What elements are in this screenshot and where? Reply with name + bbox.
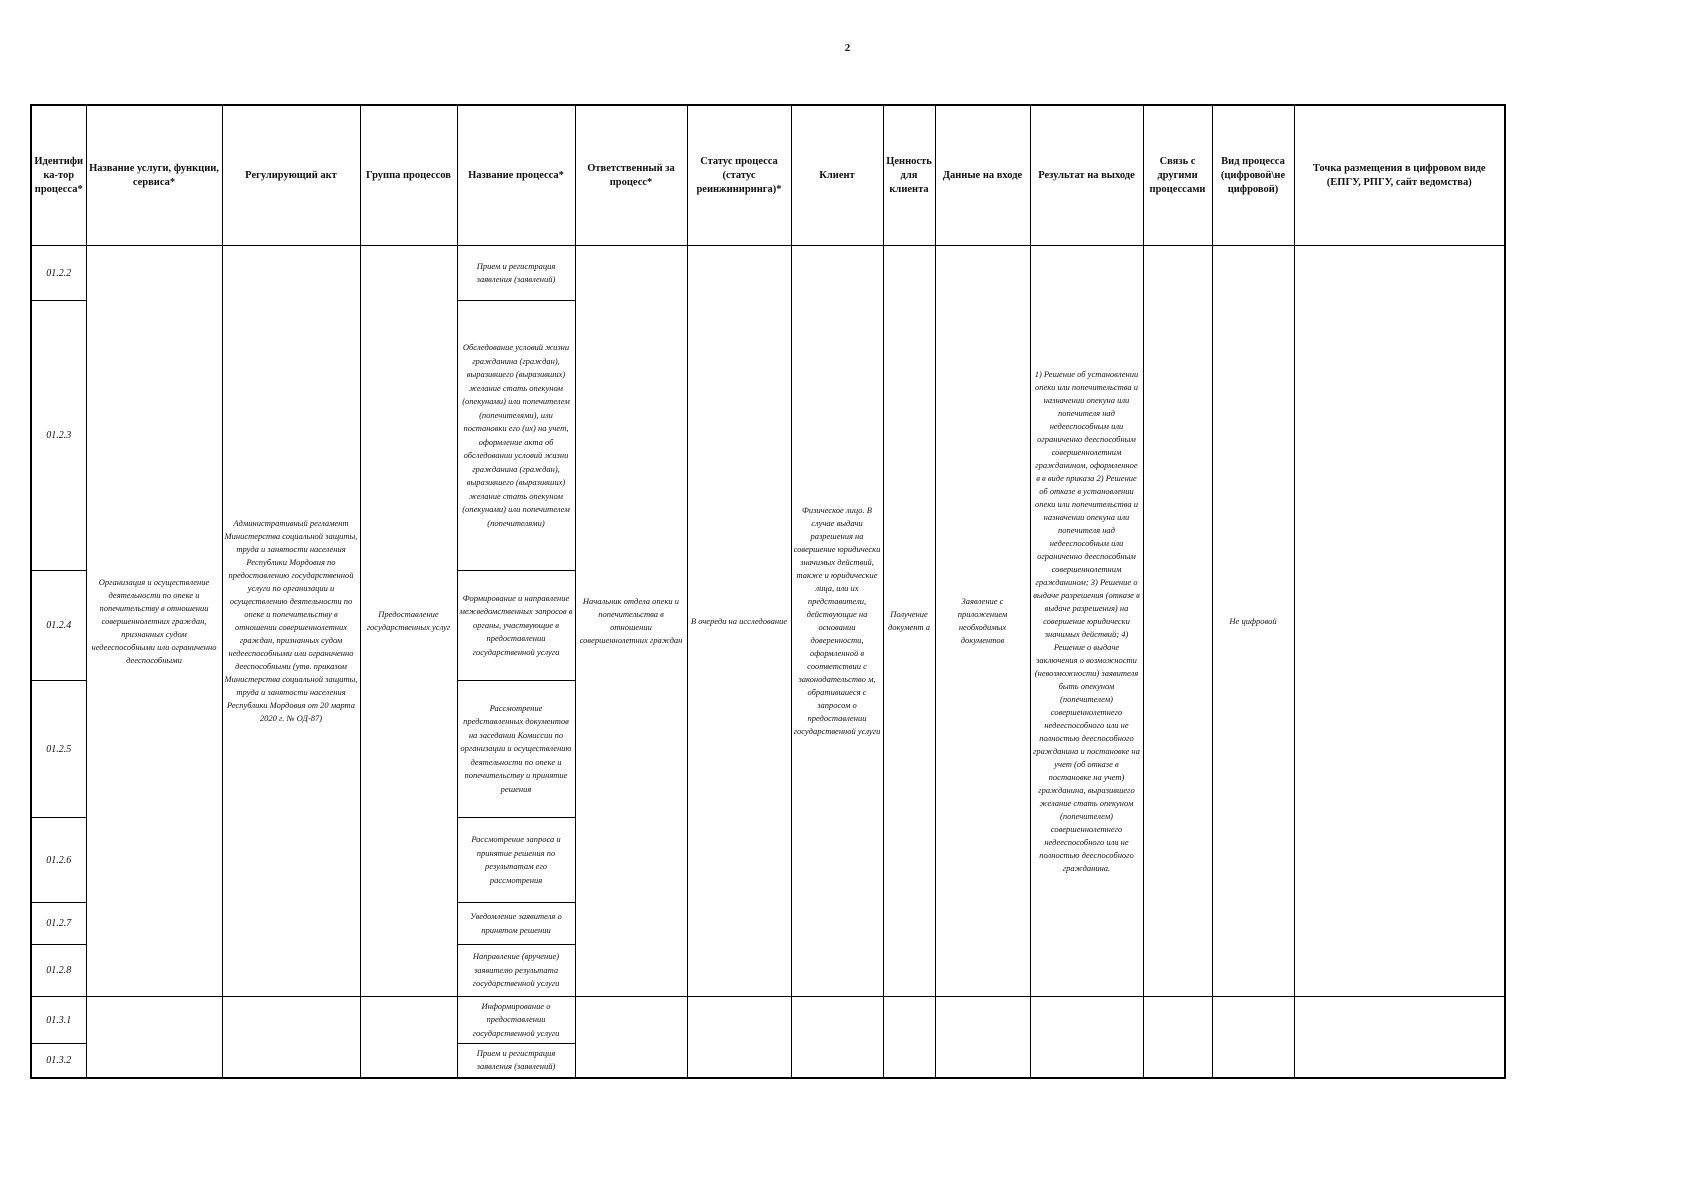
placement-point <box>1294 246 1505 997</box>
header-group: Группа процессов <box>360 105 457 246</box>
process-name-cell <box>457 818 575 903</box>
client: Физическое лицо. В случае выдачи разрешения на совершение юридически значимых действий, также и юридические лица, или их представители, действующие на основании доверенности, оформленной в соответствии с законодательство м, обратившиеся с запросом о предоставлении государственной услуги <box>791 246 883 997</box>
empty-cell <box>575 997 687 1078</box>
empty-cell <box>1143 997 1212 1078</box>
process-name-cell <box>457 301 575 571</box>
header-output: Результат на выходе <box>1030 105 1143 246</box>
table-row <box>31 246 1505 301</box>
process-name: Уведомление заявителя о принятом решении <box>470 911 562 935</box>
process-name: Направление (вручение) заявителю результата государственной услуги <box>472 951 560 989</box>
process-name-cell <box>457 571 575 681</box>
process-links <box>1143 246 1212 997</box>
process-name: Обследование условий жизни гражданина (граждан), выразившего (выразивших) желание стать опекуном (опекунами) или попечителем (попечителями), или постановки его (их) на учет, оформление акта об обследовании условий жизни гражданина (граждан), выразившего (выразивших) желание стать опекуном (опекунами) или попечителем (попечителями) <box>462 342 570 528</box>
responsible: Начальник отдела опеки и попечительства в отношении совершеннолетних граждан <box>575 246 687 997</box>
header-act: Регулирующий акт <box>222 105 360 246</box>
process-name-cell <box>457 903 575 945</box>
output-result: 1) Решение об установлении опеки или попечительства и назначении опекуна или попечителя над недееспособным или ограниченно дееспособным совершеннолетним гражданином, оформленное в в виде приказа 2) Решение об отказе в установлении опеки или попечительства и назначении опекуна или попечителя над недееспособным или ограниченно дееспособным совершеннолетним гражданином; 3) Решение о выдаче разрешения (отказе в выдаче разрешения) на совершение юридически значимых действий; 4) Решение о выдаче заключения о возможности (невозможности) заявителя быть опекуном (попечителем) совершеннолетнего недееспособного или не полностью дееспособного гражданина и постановке на учет (об отказе в постановке на учет) гражданина, выразившего желание стать опекуном (попечителем) совершеннолетнего недееспособного или не полностью дееспособного гражданина. <box>1030 246 1143 997</box>
process-name: Прием и регистрация заявления (заявлений) <box>476 260 556 284</box>
process-kind: Не цифровой <box>1212 246 1294 997</box>
process-id: 01.2.8 <box>31 945 86 997</box>
empty-cell <box>935 997 1030 1078</box>
empty-cell <box>1294 997 1505 1078</box>
header-input: Данные на входе <box>935 105 1030 246</box>
empty-cell <box>86 997 222 1078</box>
header-placement: Точка размещения в цифровом виде (ЕПГУ, РПГУ, сайт ведомства) <box>1294 105 1505 246</box>
empty-cell <box>791 997 883 1078</box>
process-name: Информирование о предоставлении государственной услуги <box>472 1000 560 1038</box>
process-name-cell <box>457 997 575 1044</box>
header-links: Связь с другими процессами <box>1143 105 1212 246</box>
empty-cell <box>1212 997 1294 1078</box>
page-number: 2 <box>844 42 851 54</box>
process-name: Прием и регистрация заявления (заявлений) <box>476 1047 556 1072</box>
header-id: Идентифи ка-тор процесса* <box>31 105 86 246</box>
process-id: 01.2.7 <box>31 903 86 945</box>
regulating-act: Административный регламент Министерства социальной защиты, труда и занятости населения Республики Мордовия по предоставлению государственной услуги по организации и осуществлению деятельности по опеке и попечительству в отношении совершеннолетних граждан, признанных судом недееспособными или ограниченно дееспособными (утв. приказом Министерства социальной защиты, труда и занятости населения Республики Мордовия от 20 марта 2020 г. № ОД-87) <box>222 246 360 997</box>
service-name: Организация и осуществление деятельности по опеке и попечительству в отношении совершеннолетних граждан, признанных судом недееспособными или ограниченно дееспособными <box>86 246 222 997</box>
process-group: Предоставление государственных услуг <box>360 246 457 997</box>
empty-cell <box>1030 997 1143 1078</box>
process-name-cell <box>457 945 575 997</box>
process-name: Рассмотрение запроса и принятие решения по результатам его рассмотрения <box>471 834 561 885</box>
process-name: Формирование и направление межведомственных запросов в органы, участвующие в предоставлении государственной услуги <box>459 592 573 657</box>
header-responsible: Ответственный за процесс* <box>575 105 687 246</box>
empty-cell <box>687 997 791 1078</box>
input-data: Заявление с приложением необходимых документов <box>935 246 1030 997</box>
header-client: Клиент <box>791 105 883 246</box>
process-status: В очереди на исследование <box>687 246 791 997</box>
empty-cell <box>222 997 360 1078</box>
client-value: Получение документ а <box>883 246 935 997</box>
empty-cell <box>360 997 457 1078</box>
process-id: 01.2.2 <box>31 246 86 301</box>
header-service: Название услуги, функции, сервиса* <box>86 105 222 246</box>
process-name: Рассмотрение представленных документов на заседании Комиссии по организации и осуществлению деятельности по опеке и попечительству и принятие решения <box>460 702 572 794</box>
process-id: 01.3.1 <box>31 997 86 1044</box>
process-id: 01.2.4 <box>31 571 86 681</box>
process-id: 01.2.6 <box>31 818 86 903</box>
process-id: 01.3.2 <box>31 1044 86 1078</box>
table-row <box>31 997 1505 1044</box>
process-name-cell <box>457 1044 575 1078</box>
process-id: 01.2.5 <box>31 681 86 818</box>
process-registry-table <box>30 104 1506 1079</box>
header-status: Статус процесса (статус реинжиниринга)* <box>687 105 791 246</box>
empty-cell <box>883 997 935 1078</box>
process-name-cell <box>457 246 575 301</box>
header-kind: Вид процесса (цифровой\не цифровой) <box>1212 105 1294 246</box>
header-row <box>31 105 1505 246</box>
process-name-cell <box>457 681 575 818</box>
process-id: 01.2.3 <box>31 301 86 571</box>
header-process: Название процесса* <box>457 105 575 246</box>
header-value: Ценность для клиента <box>883 105 935 246</box>
